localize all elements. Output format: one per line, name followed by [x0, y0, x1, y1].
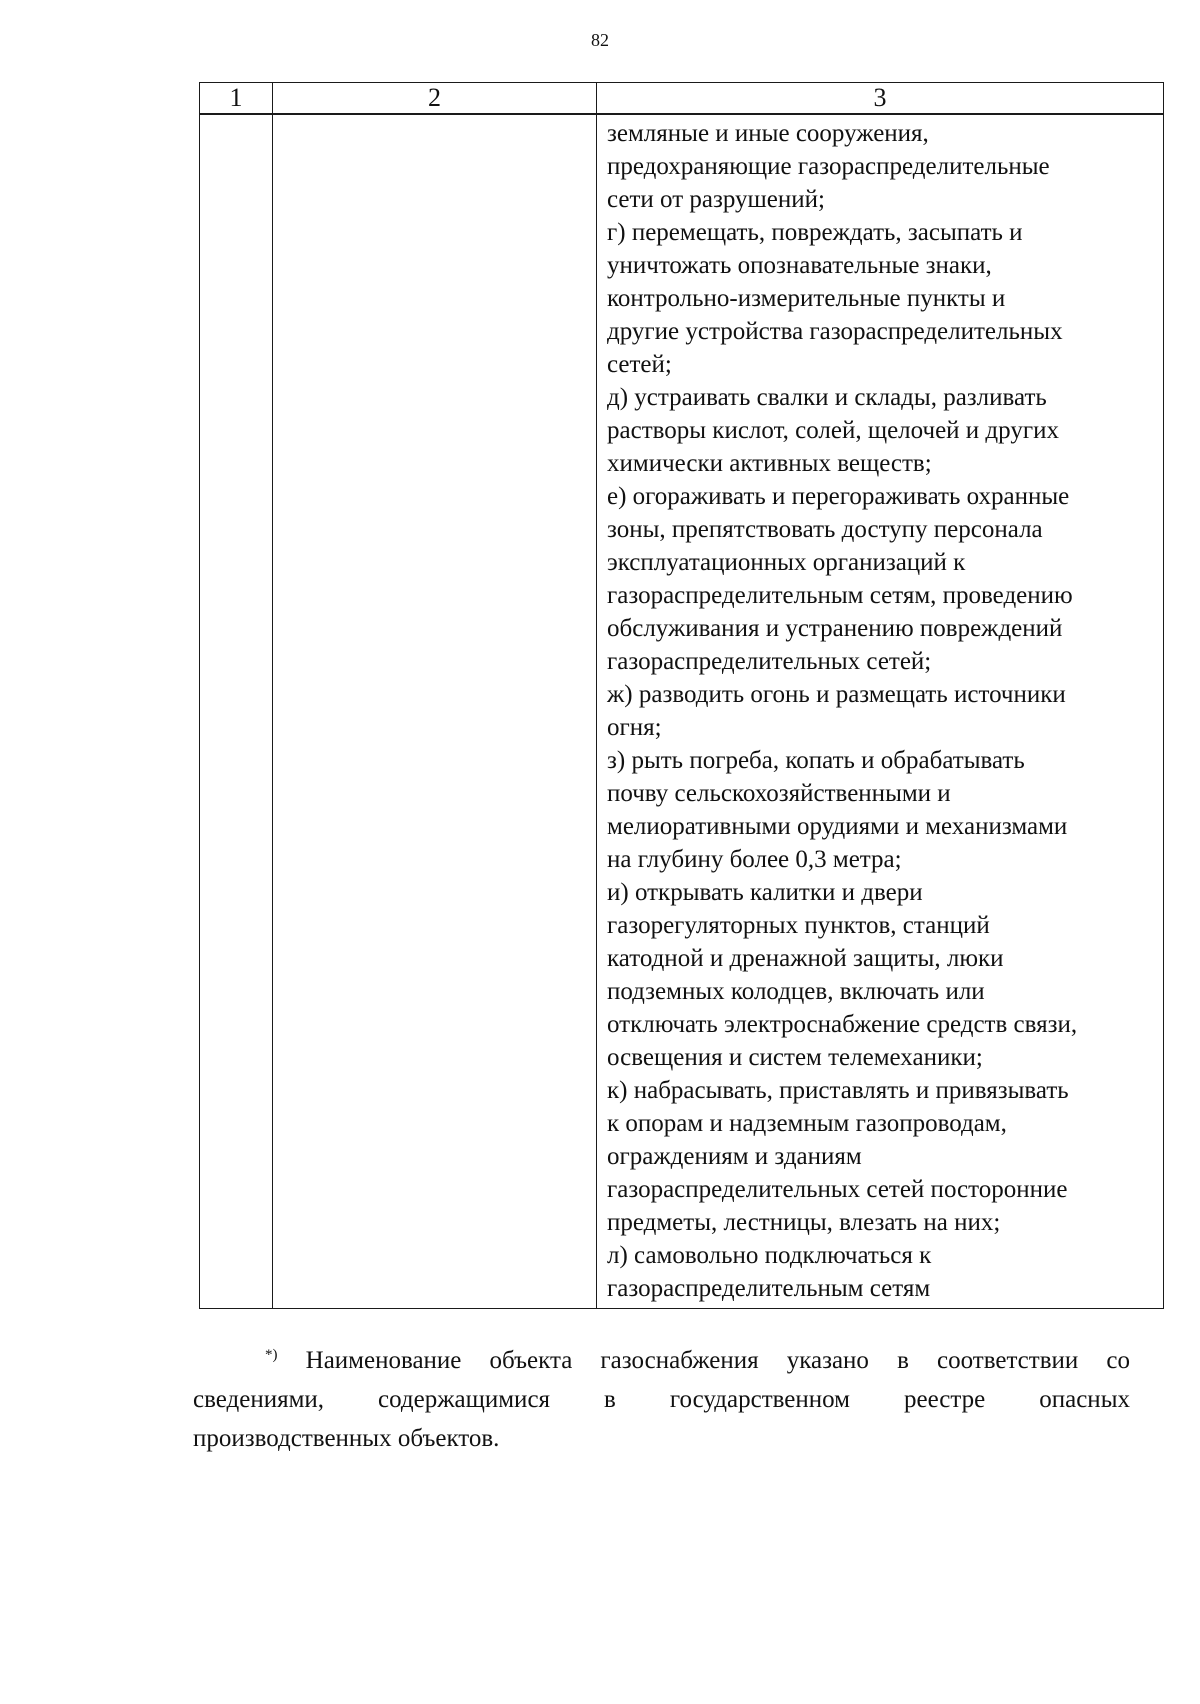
page-number: 82 — [591, 30, 609, 50]
text-line: и) открывать калитки и двери — [607, 879, 923, 906]
document-table — [199, 82, 1164, 1309]
text-line: предметы, лестницы, влезать на них; — [607, 1209, 1001, 1236]
text-line: другие устройства газораспределительных — [607, 318, 1063, 345]
footnote-line-2: сведениями, содержащимися в государственном реестре опасных — [193, 1386, 1130, 1413]
text-line: огня; — [607, 714, 662, 741]
text-line: контрольно-измерительные пункты и — [607, 285, 1006, 312]
text-line: почву сельскохозяйственными и — [607, 780, 951, 807]
text-line: химически активных веществ; — [607, 450, 932, 477]
footnote-line-1 — [193, 1341, 1130, 1380]
text-line: к опорам и надземным газопроводам, — [607, 1110, 1007, 1137]
text-line: сетей; — [607, 351, 672, 378]
text-line: газораспределительных сетей; — [607, 648, 932, 675]
text-line: на глубину более 0,3 метра; — [607, 846, 902, 873]
text-line: к) набрасывать, приставлять и привязывать — [607, 1077, 1069, 1104]
footnote-line-3: производственных объектов. — [193, 1425, 500, 1452]
text-line: е) огораживать и перегораживать охранные — [607, 483, 1070, 510]
text-line: мелиоративными орудиями и механизмами — [607, 813, 1068, 840]
text-line: отключать электроснабжение средств связи, — [607, 1011, 1078, 1038]
text-line: з) рыть погреба, копать и обрабатывать — [607, 747, 1025, 774]
cell-col-3 — [597, 114, 1164, 1309]
text-line: газораспределительным сетям, проведению — [607, 582, 1073, 609]
cell-col-2 — [273, 114, 597, 1309]
text-line: газорегуляторных пунктов, станций — [607, 912, 990, 939]
text-line: эксплуатационных организаций к — [607, 549, 966, 576]
text-line: растворы кислот, солей, щелочей и других — [607, 417, 1059, 444]
table-row — [200, 114, 1164, 1309]
table-header-row — [200, 83, 1164, 115]
text-line: катодной и дренажной защиты, люки — [607, 945, 1004, 972]
header-col-2: 2 — [273, 83, 597, 115]
text-line: г) перемещать, повреждать, засыпать и — [607, 219, 1023, 246]
text-line: обслуживания и устранению повреждений — [607, 615, 1063, 642]
text-line: земляные и иные сооружения, — [607, 120, 929, 147]
text-line: освещения и систем телемеханики; — [607, 1044, 983, 1071]
header-col-3: 3 — [597, 83, 1164, 115]
text-line: ж) разводить огонь и размещать источники — [607, 681, 1066, 708]
text-line: л) самовольно подключаться к — [607, 1242, 932, 1269]
text-line: зоны, препятствовать доступу персонала — [607, 516, 1043, 543]
text-line: уничтожать опознавательные знаки, — [607, 252, 992, 279]
cell-col-1 — [200, 114, 273, 1309]
text-line: газораспределительным сетям — [607, 1275, 931, 1302]
text-line: газораспределительных сетей посторонние — [607, 1176, 1068, 1203]
text-line: предохраняющие газораспределительные — [607, 153, 1050, 180]
text-line: подземных колодцев, включать или — [607, 978, 985, 1005]
header-col-1: 1 — [200, 83, 273, 115]
footnote — [193, 1341, 1130, 1458]
text-line: ограждениям и зданиям — [607, 1143, 862, 1170]
text-line: д) устраивать свалки и склады, разливать — [607, 384, 1047, 411]
text-line: сети от разрушений; — [607, 186, 825, 213]
footnote-text-1: Наименование объекта газоснабжения указано в соответствии со — [305, 1347, 1130, 1374]
prohibitions-text — [597, 115, 1163, 1305]
footnote-marker: *) — [265, 1347, 278, 1363]
